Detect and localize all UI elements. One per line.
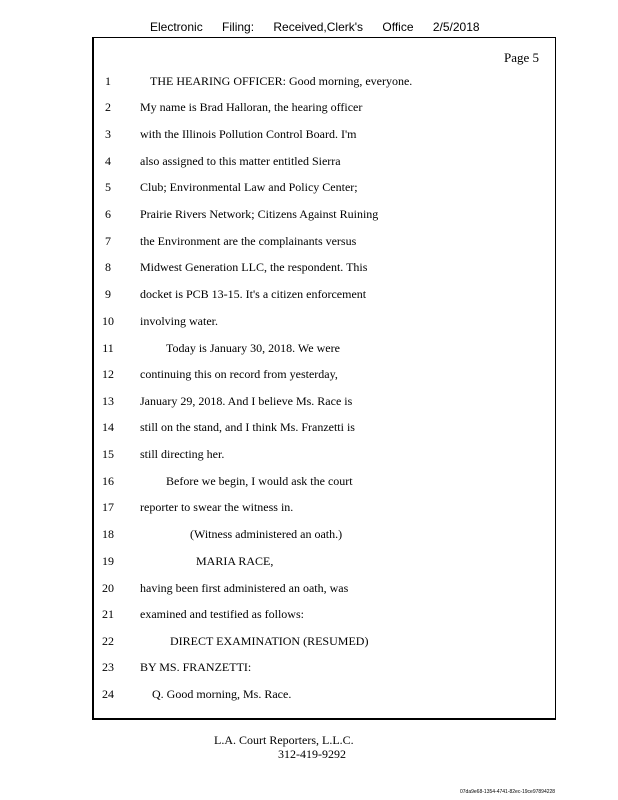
transcript-line bbox=[0, 365, 618, 383]
line-text: still directing her. bbox=[140, 447, 225, 461]
transcript-line bbox=[0, 632, 618, 650]
line-text: DIRECT EXAMINATION (RESUMED) bbox=[170, 634, 369, 648]
transcript-line bbox=[0, 72, 618, 90]
transcript-line bbox=[0, 658, 618, 676]
transcript-line bbox=[0, 178, 618, 196]
line-number: 13 bbox=[102, 394, 114, 408]
line-text: also assigned to this matter entitled Sierra bbox=[140, 154, 341, 168]
line-number: 5 bbox=[105, 180, 111, 194]
line-text: having been first administered an oath, was bbox=[140, 581, 349, 595]
transcript-line bbox=[0, 445, 618, 463]
line-number: 7 bbox=[105, 234, 111, 248]
line-text: Today is January 30, 2018. We were bbox=[166, 341, 340, 355]
line-number: 8 bbox=[105, 260, 111, 274]
line-text: My name is Brad Halloran, the hearing officer bbox=[140, 100, 363, 114]
line-number: 15 bbox=[102, 447, 114, 461]
transcript-line bbox=[0, 525, 618, 543]
transcript-line bbox=[0, 579, 618, 597]
filing-stamp-word: Received,Clerk's bbox=[273, 20, 364, 34]
transcript-line bbox=[0, 98, 618, 116]
line-text: January 29, 2018. And I believe Ms. Race is bbox=[140, 394, 353, 408]
transcript-line bbox=[0, 232, 618, 250]
line-number: 17 bbox=[102, 500, 114, 514]
line-text: (Witness administered an oath.) bbox=[190, 527, 343, 541]
transcript-line bbox=[0, 418, 618, 436]
line-number: 2 bbox=[105, 100, 111, 114]
line-number: 21 bbox=[102, 607, 114, 621]
line-number: 14 bbox=[102, 420, 114, 434]
line-number: 23 bbox=[102, 660, 114, 674]
line-number: 11 bbox=[102, 341, 114, 355]
line-text: the Environment are the complainants versus bbox=[140, 234, 357, 248]
transcript-line bbox=[0, 205, 618, 223]
transcript-line bbox=[0, 258, 618, 276]
line-number: 3 bbox=[105, 127, 111, 141]
line-text: involving water. bbox=[140, 314, 218, 328]
line-text: MARIA RACE, bbox=[196, 554, 274, 568]
line-number: 6 bbox=[105, 207, 111, 221]
line-text: THE HEARING OFFICER: Good morning, everyone. bbox=[150, 74, 413, 88]
reporter-phone: 312-419-9292 bbox=[278, 747, 346, 761]
filing-stamp-word: Electronic bbox=[150, 20, 203, 34]
line-text: BY MS. FRANZETTI: bbox=[140, 660, 252, 674]
line-text: examined and testified as follows: bbox=[140, 607, 304, 621]
transcript-line bbox=[0, 472, 618, 490]
transcript-line bbox=[0, 152, 618, 170]
transcript-line bbox=[0, 339, 618, 357]
line-text: with the Illinois Pollution Control Board. I'm bbox=[140, 127, 357, 141]
line-number: 24 bbox=[102, 687, 114, 701]
transcript-line bbox=[0, 125, 618, 143]
transcript-line bbox=[0, 312, 618, 330]
line-text: Q. Good morning, Ms. Race. bbox=[152, 687, 292, 701]
transcript-line bbox=[0, 552, 618, 570]
transcript-line bbox=[0, 285, 618, 303]
line-text: reporter to swear the witness in. bbox=[140, 500, 294, 514]
line-number: 18 bbox=[102, 527, 114, 541]
line-number: 4 bbox=[105, 154, 111, 168]
page-number: Page 5 bbox=[503, 50, 539, 65]
line-number: 16 bbox=[102, 474, 114, 488]
line-text: Club; Environmental Law and Policy Center; bbox=[140, 180, 358, 194]
transcript-line bbox=[0, 605, 618, 623]
line-number: 20 bbox=[102, 581, 114, 595]
line-number: 1 bbox=[105, 74, 111, 88]
line-text: still on the stand, and I think Ms. Franzetti is bbox=[140, 420, 355, 434]
line-text: docket is PCB 13-15. It's a citizen enforcement bbox=[140, 287, 367, 301]
filing-stamp bbox=[150, 20, 480, 34]
line-number: 10 bbox=[102, 314, 114, 328]
filing-stamp-word: Office bbox=[382, 20, 414, 34]
transcript-line bbox=[0, 498, 618, 516]
line-text: continuing this on record from yesterday, bbox=[140, 367, 338, 381]
document-id: 07da9e68-1354-4741-82ec-19ce97894228 bbox=[460, 789, 556, 795]
line-text: Midwest Generation LLC, the respondent. This bbox=[140, 260, 368, 274]
transcript-line bbox=[0, 392, 618, 410]
line-number: 22 bbox=[102, 634, 114, 648]
filing-stamp-date: 2/5/2018 bbox=[432, 20, 480, 34]
transcript-line bbox=[0, 685, 618, 703]
filing-stamp-word: Filing: bbox=[222, 20, 255, 34]
line-number: 9 bbox=[105, 287, 111, 301]
line-number: 19 bbox=[102, 554, 114, 568]
line-text: Before we begin, I would ask the court bbox=[166, 474, 353, 488]
line-number: 12 bbox=[102, 367, 114, 381]
reporter-firm: L.A. Court Reporters, L.L.C. bbox=[214, 733, 354, 747]
line-text: Prairie Rivers Network; Citizens Against Ruining bbox=[140, 207, 379, 221]
